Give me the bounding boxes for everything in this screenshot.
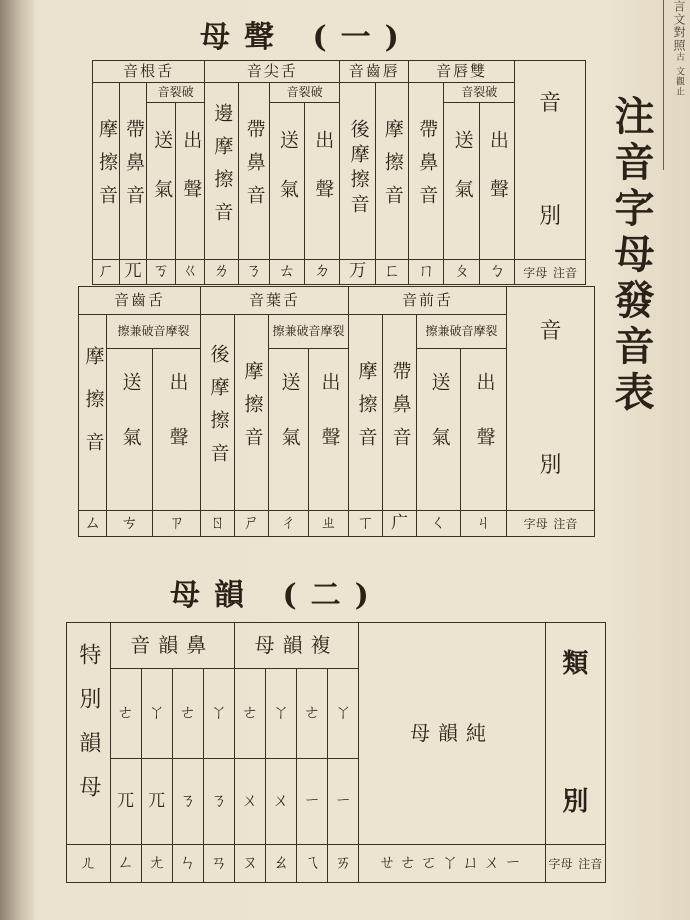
symbol-cell: ㄋ — [238, 260, 269, 285]
col-aspirated: 送氣 — [417, 349, 461, 511]
component-top: ㄜ — [172, 669, 203, 759]
symbol-cell: ㄐ — [461, 511, 507, 537]
col-unaspirated: 出聲 — [479, 103, 514, 260]
page-title: 注音字母發音表 — [608, 95, 655, 417]
symbol-cell: ㄅ — [479, 260, 514, 285]
symbol-cell: ㄏ — [93, 260, 120, 285]
symbol-cell: ㄪ — [340, 260, 375, 285]
col-aspirated: 送氣 — [444, 103, 479, 260]
symbol-cell: ㄗ — [153, 511, 201, 537]
simple-finals-label: 母韻純 — [359, 623, 546, 845]
simple-symbol-cell: ㄝㄜㄛㄚㄩㄨㄧ — [359, 845, 546, 883]
book-binding — [0, 0, 34, 920]
group-bilabial: 音唇雙 — [409, 61, 515, 83]
finals-table — [66, 622, 606, 883]
symbol-cell: ㄕ — [235, 511, 269, 537]
symbol-cell: ㄥ — [110, 845, 141, 883]
col-lateral: 邊摩擦音 — [205, 83, 238, 260]
section-2-heading: 母韻 (二) — [170, 578, 383, 613]
symbol-cell: ㄍ — [176, 260, 205, 285]
symbol-row-label: 字母 注音 — [515, 260, 586, 285]
symbol-cell: ㄊ — [269, 260, 304, 285]
symbol-row-label: 字母 注音 — [507, 511, 595, 537]
initials-table-1 — [92, 60, 586, 285]
col-nasal: 帶鼻音 — [238, 83, 269, 260]
sub-affricate: 擦兼破音摩裂 — [417, 315, 507, 349]
symbol-cell: ㄠ — [266, 845, 297, 883]
label-column: 音 別 — [507, 287, 595, 511]
component-top: ㄜ — [297, 669, 328, 759]
symbol-cell: ㄆ — [444, 260, 479, 285]
symbol-cell: ㄑ — [417, 511, 461, 537]
col-back-fricative: 後摩擦音 — [201, 315, 235, 511]
sub-plosive: 音裂破 — [444, 83, 515, 103]
symbol-cell: ㄞ — [328, 845, 359, 883]
symbol-cell: ㄇ — [409, 260, 444, 285]
component-top: ㄚ — [328, 669, 359, 759]
component-top: ㄜ — [110, 669, 141, 759]
group-tongue-root: 音根舌 — [93, 61, 205, 83]
category-label: 類 別 — [545, 623, 605, 845]
component-bottom: ㄋ — [172, 759, 203, 845]
section-1-heading: 母聲 (一) — [200, 20, 413, 55]
component-bottom: ㄋ — [203, 759, 234, 845]
symbol-cell: ㄉ — [305, 260, 340, 285]
col-back-fricative: 後摩擦音 — [340, 83, 375, 260]
component-bottom: ㄧ — [297, 759, 328, 845]
group-tongue-front: 音前舌 — [349, 287, 507, 315]
col-unaspirated: 出聲 — [176, 103, 205, 260]
col-fricative: 摩擦音 — [375, 83, 408, 260]
symbol-cell: ㄌ — [205, 260, 238, 285]
component-bottom: 兀 — [110, 759, 141, 845]
col-unaspirated: 出聲 — [153, 349, 201, 511]
special-finals-label: 特別韻母 — [67, 623, 111, 845]
initials-table-2 — [78, 286, 595, 537]
symbol-cell: ㄤ — [141, 845, 172, 883]
col-fricative: 摩擦音 — [235, 315, 269, 511]
symbol-cell: ㄙ — [79, 511, 107, 537]
col-fricative: 摩擦音 — [349, 315, 383, 511]
symbol-cell: ㄒ — [349, 511, 383, 537]
col-aspirated: 送氣 — [147, 103, 176, 260]
symbol-cell: ㄔ — [269, 511, 309, 537]
symbol-cell: ㄦ — [67, 845, 111, 883]
component-bottom: 兀 — [141, 759, 172, 845]
symbol-cell: ㄟ — [297, 845, 328, 883]
group-tongue-tip: 音尖舌 — [205, 61, 340, 83]
symbol-cell: ㄣ — [172, 845, 203, 883]
col-unaspirated: 出聲 — [309, 349, 349, 511]
symbol-cell: ㄘ — [107, 511, 153, 537]
symbol-cell: ㄖ — [201, 511, 235, 537]
symbol-cell: ㄫ — [120, 260, 147, 285]
sub-plosive: 音裂破 — [147, 83, 205, 103]
col-fricative: 摩擦音 — [93, 83, 120, 260]
sub-plosive: 音裂破 — [269, 83, 340, 103]
col-nasal: 帶鼻音 — [120, 83, 147, 260]
label-column: 音 別 — [515, 61, 586, 260]
symbol-cell: ㄓ — [309, 511, 349, 537]
col-aspirated: 送氣 — [269, 103, 304, 260]
symbol-row-label: 字母 注音 — [545, 845, 605, 883]
symbol-cell: ㄬ — [383, 511, 417, 537]
symbol-cell: ㄡ — [234, 845, 265, 883]
sub-affricate: 擦兼破音摩裂 — [107, 315, 201, 349]
col-nasal: 帶鼻音 — [383, 315, 417, 511]
group-tongue-teeth: 音齒舌 — [79, 287, 201, 315]
sub-affricate: 擦兼破音摩裂 — [269, 315, 349, 349]
col-unaspirated: 出聲 — [461, 349, 507, 511]
col-nasal: 帶鼻音 — [409, 83, 444, 260]
symbol-cell: ㄢ — [203, 845, 234, 883]
symbol-cell: ㄈ — [375, 260, 408, 285]
running-header: 言文對照古 文觀止 — [663, 0, 688, 170]
component-bottom: ㄨ — [266, 759, 297, 845]
component-top: ㄚ — [203, 669, 234, 759]
col-fricative: 摩擦音 — [79, 315, 107, 511]
nasal-finals-header: 音韻鼻 — [110, 623, 234, 669]
component-top: ㄚ — [141, 669, 172, 759]
col-aspirated: 送氣 — [269, 349, 309, 511]
component-bottom: ㄧ — [328, 759, 359, 845]
symbol-cell: ㄎ — [147, 260, 176, 285]
component-top: ㄜ — [234, 669, 265, 759]
col-unaspirated: 出聲 — [305, 103, 340, 260]
compound-finals-header: 母韻複 — [234, 623, 358, 669]
group-tongue-blade: 音葉舌 — [201, 287, 349, 315]
component-bottom: ㄨ — [234, 759, 265, 845]
component-top: ㄚ — [266, 669, 297, 759]
group-labiodental: 音齒唇 — [340, 61, 409, 83]
col-aspirated: 送氣 — [107, 349, 153, 511]
